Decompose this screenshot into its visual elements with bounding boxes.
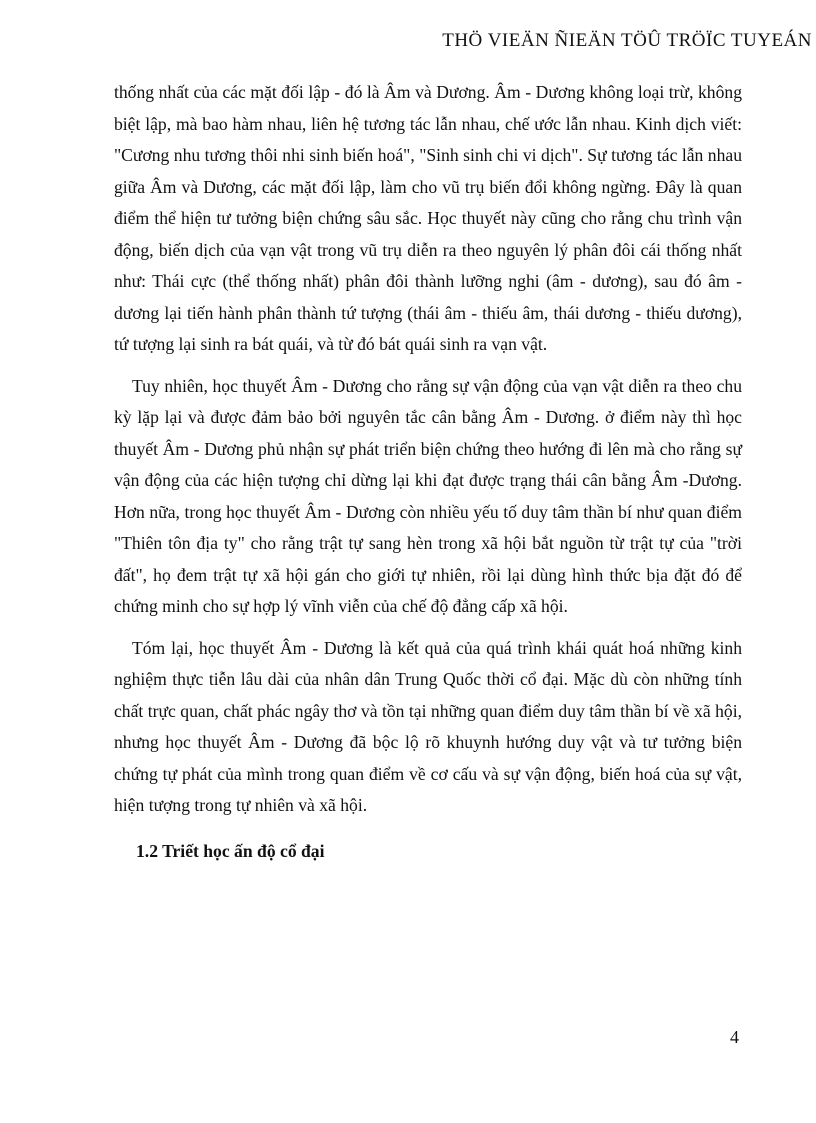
- page-number: 4: [730, 1027, 739, 1047]
- paragraph-yin-yang-conclusion: Tóm lại, học thuyết Âm - Dương là kết quả của quá trình khái quát hoá những kinh nghiệm thực tiễn lâu dài của nhân dân Trung Quốc thời cổ đại. Mặc dù còn những tính chất trực quan, chất phác ngây thơ và tồn tại những quan điểm duy tâm thần bí về xã hội, nhưng học thuyết Âm - Dương đã bộc lộ rõ khuynh hướng duy vật và tư tưởng biện chứng tự phát của mình trong quan điểm về cơ cấu và sự vận động, biến hoá của sự vật, hiện tượng trong tự nhiên và xã hội.: [114, 637, 742, 815]
- page-header: THÖ VIEÄN ÑIEÄN TÖÛ TRÖÏC TUYEÁN: [442, 30, 812, 51]
- section-heading: 1.2 Triết học ấn độ cổ đại: [136, 840, 325, 861]
- paragraph-yin-yang-unity: thống nhất của các mặt đối lập - đó là Âm và Dương. Âm - Dương không loại trừ, không biệt lập, mà bao hàm nhau, liên hệ tương tác lẫn nhau, chế ước lẫn nhau. Kinh dịch viết: "Cương nhu tương thôi nhi sinh biến hoá", "Sinh sinh chi vi dịch". Sự tương tác lẫn nhau giữa Âm và Dương, các mặt đối lập, làm cho vũ trụ biến đổi không ngừng. Đây là quan điểm thể hiện tư tưởng biện chứng sâu sắc. Học thuyết này cũng cho rằng chu trình vận động, biến dịch của vạn vật trong vũ trụ diễn ra theo nguyên lý phân đôi cái thống nhất như: Thái cực (thể thống nhất) phân đôi thành lưỡng nghi (âm - dương), sau đó âm - dương lại tiến hành phân thành tứ tượng (thái âm - thiếu âm, thái dương - thiếu dương), tứ tượng lại sinh ra bát quái, và từ đó bát quái sinh ra vạn vật.: [114, 82, 742, 354]
- paragraph-yin-yang-limitations: Tuy nhiên, học thuyết Âm - Dương cho rằng sự vận động của vạn vật diễn ra theo chu kỳ lặp lại và được đảm bảo bởi nguyên tắc cân bằng Âm - Dương. ở điểm này thì học thuyết Âm - Dương phủ nhận sự phát triển biện chứng theo hướng đi lên mà cho rằng sự vận động của các hiện tượng chỉ dừng lại khi đạt được trạng thái cân bằng Âm -Dương. Hơn nữa, trong học thuyết Âm - Dương còn nhiều yếu tố duy tâm thần bí như quan điểm "Thiên tôn địa ty" cho rằng trật tự sang hèn trong xã hội bắt nguồn từ trật tự của "trời đất", họ đem trật tự xã hội gán cho giới tự nhiên, rồi lại dùng hình thức bịa đặt đó để chứng minh cho sự hợp lý vĩnh viễn của chế độ đẳng cấp xã hội.: [114, 375, 742, 616]
- document-body: [114, 77, 742, 867]
